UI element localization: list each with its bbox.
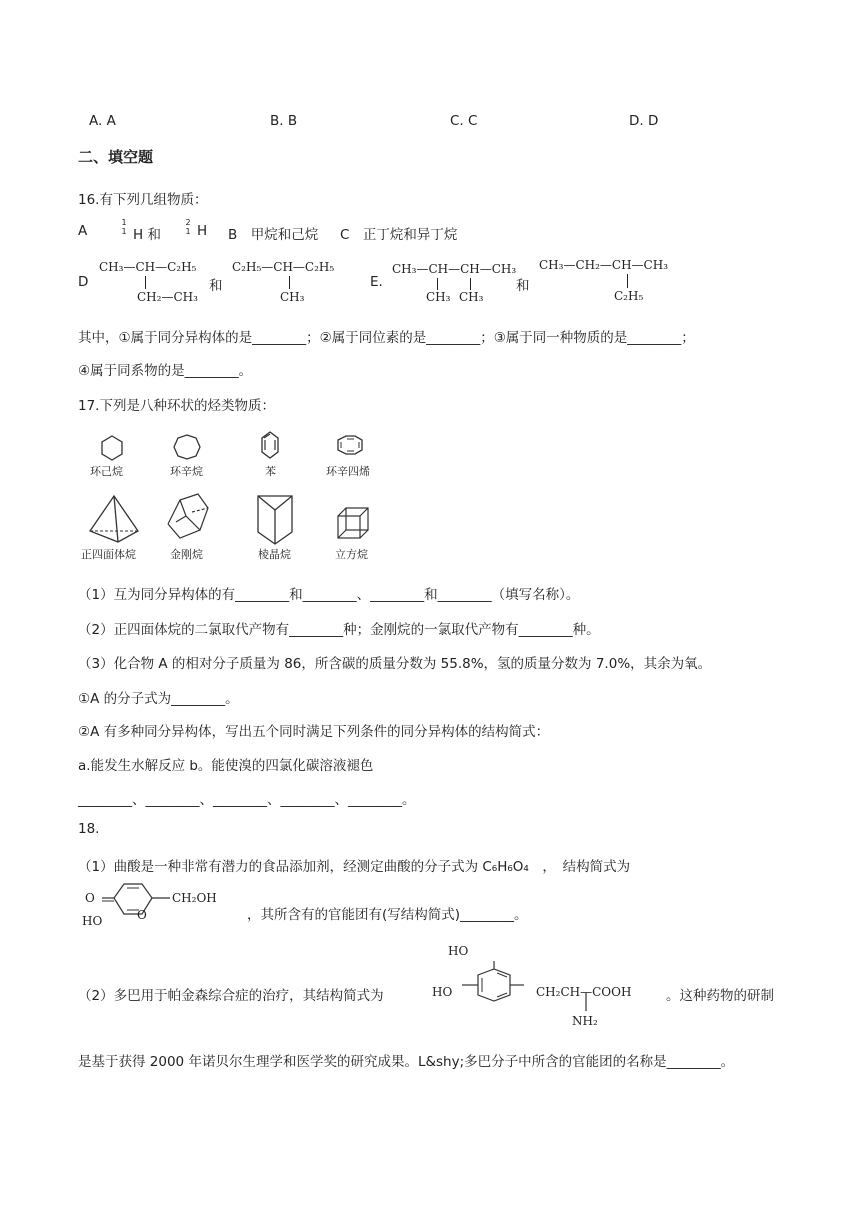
d-molecule-1-top: CH₃—CH—C₂H₅ xyxy=(99,260,197,274)
q17-part-1: （1）互为同分异构体的有________和________、________和________（填写名称）。 xyxy=(78,587,580,603)
structure-label-benzene: 苯 xyxy=(265,465,276,478)
cyclooctane-icon xyxy=(174,435,200,459)
q17-sub-2: ②A 有多种同分异构体，写出五个同时满足下列条件的同分异构体的结构简式： xyxy=(78,724,550,740)
d-molecule-2-bond xyxy=(289,276,290,289)
prismane-icon xyxy=(258,496,292,544)
kojic-acid-o: O xyxy=(85,891,95,905)
kojic-acid-ring-o: O xyxy=(137,908,147,922)
cyclohexane-icon xyxy=(102,436,122,460)
q17-conditions: a.能发生水解反应 b。能使溴的四氯化碳溶液褪色 xyxy=(78,758,374,774)
e-molecule-1-bond-right xyxy=(470,278,471,290)
option-d: D. D xyxy=(629,113,659,129)
q16-row-a-label: A xyxy=(78,223,88,239)
d-molecule-1-bottom: CH₂—CH₃ xyxy=(137,290,198,304)
q18-part-1-text: （1）曲酸是一种非常有潜力的食品添加剂，经测定曲酸的分子式为 C₆H₆O₄ ， 结构简式为 xyxy=(78,859,631,875)
section-title: 二、填空题 xyxy=(78,148,154,166)
cubane-icon xyxy=(338,508,368,538)
q16-option-c: C 正丁烷和异丁烷 xyxy=(340,227,458,243)
option-a: A. A xyxy=(89,113,116,129)
q17-answer-blanks: ________、________、________、________、________。 xyxy=(78,792,416,808)
q17-sub-1: ①A 的分子式为________。 xyxy=(78,691,239,707)
structure-label-cubane: 立方烷 xyxy=(335,548,368,561)
dopa-ho-left: HO xyxy=(432,985,453,999)
q16-row-d-label: D xyxy=(78,274,89,290)
e-molecule-1-bond-left xyxy=(437,278,438,290)
d-molecule-2-top: C₂H₅—CH—C₂H₅ xyxy=(232,260,335,274)
q16-question-line-2: ④属于同系物的是________。 xyxy=(78,363,253,379)
isotope-1 xyxy=(117,218,131,236)
isotope-1-mass: 1 xyxy=(121,218,127,227)
isotope-2-symbol: H xyxy=(197,223,208,239)
option-c: C. C xyxy=(450,113,478,129)
d-molecule-2-bottom: CH₃ xyxy=(280,290,305,304)
dopa-nh2: NH₂ xyxy=(572,1014,598,1028)
structure-label-tetrahedrane: 正四面体烷 xyxy=(81,548,136,561)
option-b: B. B xyxy=(270,113,298,129)
q17-part-2: （2）正四面体烷的二氯取代产物有________种；金刚烷的一氯取代产物有________种。 xyxy=(78,622,600,638)
e-molecule-2-bottom: C₂H₅ xyxy=(614,289,644,303)
dopa-ho-top: HO xyxy=(448,944,469,958)
isotope-2-atomic: 1 xyxy=(185,227,191,236)
q16-and-1: 和 xyxy=(209,278,223,294)
isotope-2 xyxy=(181,218,195,236)
e-molecule-1-bottom-left: CH₃ xyxy=(426,290,451,304)
structure-label-cyclooctatetraene: 环辛四烯 xyxy=(326,465,370,478)
q16-and-2: 和 xyxy=(516,278,530,294)
q16-option-e: E. xyxy=(370,274,383,290)
q17-part-3: （3）化合物 A 的相对分子质量为 86，所含碳的质量分数为 55.8%，氢的质量分数为 7.0%，其余为氧。 xyxy=(78,656,712,672)
structure-label-adamantane: 金刚烷 xyxy=(170,548,203,561)
q17-title: 17.下列是八种环状的烃类物质： xyxy=(78,398,275,414)
structure-label-cyclohexane: 环己烷 xyxy=(90,465,123,478)
e-molecule-1-bottom-right: CH₃ xyxy=(459,290,484,304)
structure-label-prismane: 棱晶烷 xyxy=(258,548,291,561)
adamantane-icon xyxy=(168,494,208,538)
kojic-acid-ch2oh: CH₂OH xyxy=(172,891,217,905)
d-molecule-1-bond xyxy=(145,276,146,289)
q16-question-line-1: 其中，①属于同分异构体的是________；②属于同位素的是________；③属于同一种物质的是________； xyxy=(78,330,695,346)
isotope-1-atomic: 1 xyxy=(121,227,127,236)
q16-title: 16.有下列几组物质： xyxy=(78,192,208,208)
dopa-chain: CH₂CH—COOH xyxy=(536,985,632,999)
e-molecule-2-top: CH₃—CH₂—CH—CH₃ xyxy=(539,258,669,272)
isotope-1-symbol: H 和 xyxy=(133,227,161,243)
e-molecule-2-bond xyxy=(627,274,628,288)
q18-part-2-line-2: 是基于获得 2000 年诺贝尔生理学和医学奖的研究成果。L&shy;多巴分子中所含的官能团的名称是________。 xyxy=(78,1054,735,1070)
kojic-acid-structure xyxy=(80,876,240,936)
structure-label-cyclooctane: 环辛烷 xyxy=(170,465,203,478)
isotope-2-mass: 2 xyxy=(185,218,191,227)
q16-option-b: B 甲烷和己烷 xyxy=(228,227,319,243)
q18-number: 18. xyxy=(78,821,100,837)
q18-part-1-after: ，其所含有的官能团有(写结构简式)________。 xyxy=(247,907,528,923)
kojic-acid-ho: HO xyxy=(82,914,103,928)
q18-part-2-after: 。这种药物的研制 xyxy=(666,988,774,1004)
q18-part-2-text: （2）多巴用于帕金森综合症的治疗，其结构简式为 xyxy=(78,988,384,1004)
e-molecule-1-top: CH₃—CH—CH—CH₃ xyxy=(392,262,517,276)
